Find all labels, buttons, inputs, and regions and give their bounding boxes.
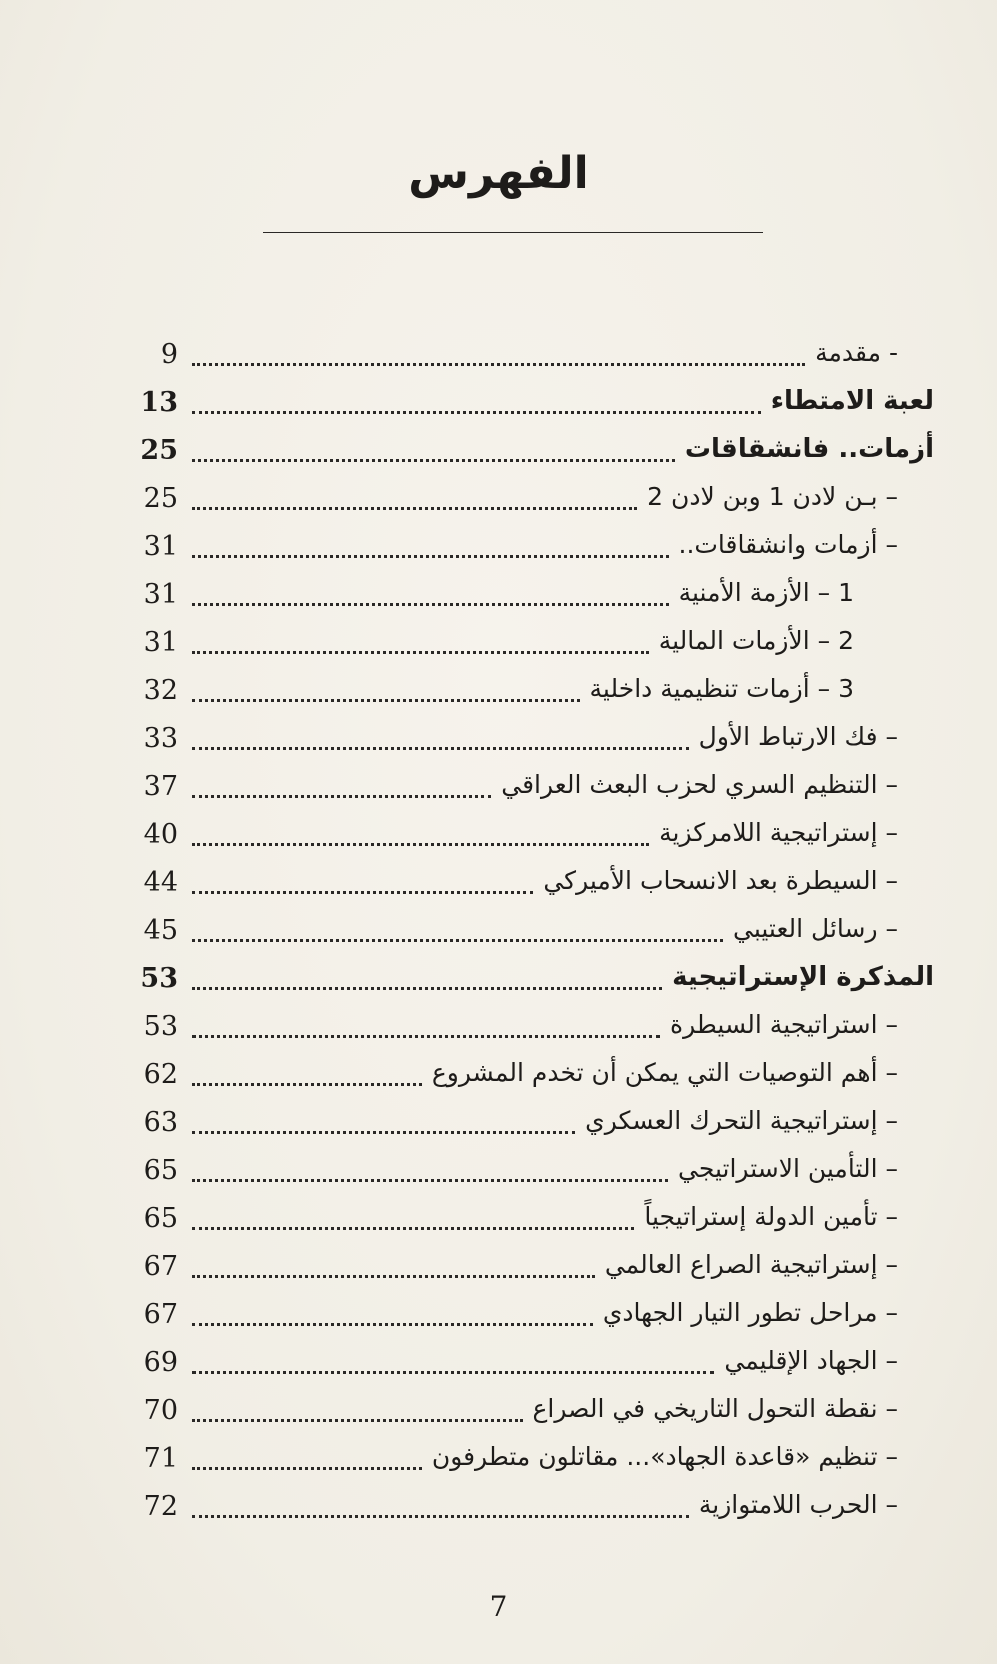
dot-leader — [192, 573, 669, 606]
toc-entry — [122, 1149, 934, 1197]
dot-leader — [192, 621, 649, 654]
toc-page-number: 44 — [143, 867, 178, 898]
toc-section-title: – تنظيم «قاعدة الجهاد»... مقاتلون متطرفون — [431, 1442, 898, 1471]
toc-section-title: – الحرب اللامتوازية — [698, 1490, 898, 1519]
toc-entry — [122, 333, 934, 381]
toc-page-number: 31 — [143, 531, 178, 562]
dot-leader — [192, 861, 533, 894]
toc-section-title: 1 – الأزمة الأمنية — [678, 578, 854, 607]
dot-leader — [192, 1245, 595, 1278]
toc-section-title: 2 – الأزمات المالية — [658, 626, 854, 655]
dot-leader — [192, 1341, 714, 1374]
toc-leader — [192, 1245, 898, 1293]
toc-section-title: – نقطة التحول التاريخي في الصراع — [532, 1394, 898, 1423]
toc-page-number: 37 — [143, 771, 178, 802]
dot-leader — [192, 1293, 593, 1326]
toc-entry — [122, 909, 934, 957]
toc-leader — [192, 669, 854, 717]
toc-page-number: 25 — [140, 435, 178, 466]
toc-entry — [122, 381, 934, 429]
toc-leader — [192, 957, 934, 1005]
toc-page-number: 71 — [143, 1443, 178, 1474]
dot-leader — [192, 477, 637, 510]
toc-entry — [122, 477, 934, 525]
toc-leader — [192, 813, 898, 861]
toc-entry — [122, 573, 934, 621]
toc-entry — [122, 861, 934, 909]
toc-entry — [122, 1485, 934, 1533]
toc-leader — [192, 1389, 898, 1437]
toc-entry — [122, 1101, 934, 1149]
toc-page-number: 53 — [143, 1011, 178, 1042]
toc-section-title: – أزمات وانشقاقات.. — [678, 530, 898, 559]
toc-chapter-title: لعبة الامتطاء — [770, 386, 934, 416]
toc-section-title: – مراحل تطور التيار الجهادي — [602, 1298, 898, 1327]
dot-leader — [192, 1437, 422, 1470]
dot-leader — [192, 333, 805, 366]
toc-section-title: – أهم التوصيات التي يمكن أن تخدم المشروع — [431, 1058, 898, 1087]
toc-page-number: 9 — [160, 339, 178, 370]
toc-section-title: – السيطرة بعد الانسحاب الأميركي — [543, 866, 898, 895]
toc-entry — [122, 621, 934, 669]
toc-leader — [192, 1053, 898, 1101]
toc-entry — [122, 525, 934, 573]
toc-page-number: 31 — [143, 627, 178, 658]
toc-page-number: 32 — [143, 675, 178, 706]
toc-section-title: 3 – أزمات تنظيمية داخلية — [589, 674, 854, 703]
dot-leader — [192, 1197, 634, 1230]
toc-page-number: 72 — [143, 1491, 178, 1522]
toc-leader — [192, 621, 854, 669]
toc-entry — [122, 1389, 934, 1437]
dot-leader — [192, 1053, 422, 1086]
toc-page-number: 31 — [143, 579, 178, 610]
toc-leader — [192, 717, 898, 765]
toc-leader — [192, 1485, 898, 1533]
toc-entry — [122, 1293, 934, 1341]
toc-leader — [192, 333, 898, 381]
dot-leader — [192, 909, 723, 942]
toc-page-number: 67 — [143, 1251, 178, 1282]
page-title: الفهرس — [408, 148, 589, 199]
toc-leader — [192, 1293, 898, 1341]
toc-section-title: – رسائل العتيبي — [732, 914, 898, 943]
toc-page-number: 65 — [143, 1155, 178, 1186]
toc-page-number: 40 — [143, 819, 178, 850]
toc-entry — [122, 1437, 934, 1485]
dot-leader — [192, 669, 580, 702]
table-of-contents — [122, 333, 934, 1533]
toc-page-number: 53 — [140, 963, 178, 994]
toc-section-title: – الجهاد الإقليمي — [724, 1346, 898, 1375]
toc-leader — [192, 765, 898, 813]
toc-leader — [192, 1341, 898, 1389]
dot-leader — [192, 717, 689, 750]
toc-leader — [192, 1101, 898, 1149]
toc-leader — [192, 381, 934, 429]
dot-leader — [192, 1149, 668, 1182]
toc-page-number: 70 — [143, 1395, 178, 1426]
toc-entry — [122, 1005, 934, 1053]
toc-entry — [122, 1341, 934, 1389]
toc-page-number: 13 — [140, 387, 178, 418]
page-number: 7 — [489, 1590, 508, 1623]
dot-leader — [192, 957, 662, 990]
toc-leader — [192, 1149, 898, 1197]
toc-page-number: 67 — [143, 1299, 178, 1330]
title-underline — [263, 232, 763, 233]
toc-chapter-title: أزمات.. فانشقاقات — [684, 434, 934, 464]
toc-leader — [192, 477, 898, 525]
toc-page-number: 69 — [143, 1347, 178, 1378]
toc-section-title: – إستراتيجية التحرك العسكري — [585, 1106, 898, 1135]
toc-leader — [192, 573, 854, 621]
dot-leader — [192, 381, 761, 414]
dot-leader — [192, 1005, 660, 1038]
toc-section-title: – بـن لادن 1 وبن لادن 2 — [647, 482, 898, 511]
toc-page-number: 25 — [143, 483, 178, 514]
dot-leader — [192, 525, 669, 558]
dot-leader — [192, 1389, 523, 1422]
dot-leader — [192, 1485, 689, 1518]
toc-page-number: 65 — [143, 1203, 178, 1234]
toc-section-title: – استراتيجية السيطرة — [670, 1010, 898, 1039]
toc-entry — [122, 957, 934, 1005]
toc-leader — [192, 525, 898, 573]
toc-entry — [122, 1197, 934, 1245]
toc-page-number: 63 — [143, 1107, 178, 1138]
dot-leader — [192, 765, 491, 798]
toc-section-title: – إستراتيجية اللامركزية — [659, 818, 898, 847]
dot-leader — [192, 429, 675, 462]
toc-entry — [122, 429, 934, 477]
toc-section-title: – التأمين الاستراتيجي — [678, 1154, 898, 1183]
toc-leader — [192, 861, 898, 909]
toc-entry — [122, 717, 934, 765]
toc-leader — [192, 429, 934, 477]
toc-page-number: 45 — [143, 915, 178, 946]
dot-leader — [192, 813, 649, 846]
toc-entry — [122, 669, 934, 717]
dot-leader — [192, 1101, 575, 1134]
toc-section-title: – التنظيم السري لحزب البعث العراقي — [501, 770, 898, 799]
toc-page-number: 62 — [143, 1059, 178, 1090]
toc-page-number: 33 — [143, 723, 178, 754]
toc-section-title: – فك الارتباط الأول — [698, 722, 898, 751]
toc-entry — [122, 1245, 934, 1293]
toc-section-title: – إستراتيجية الصراع العالمي — [604, 1250, 898, 1279]
toc-entry — [122, 765, 934, 813]
toc-section-title: – تأمين الدولة إستراتيجياً — [644, 1202, 898, 1231]
toc-leader — [192, 1005, 898, 1053]
toc-leader — [192, 1197, 898, 1245]
toc-section-title: - مقدمة — [815, 338, 898, 367]
toc-entry — [122, 1053, 934, 1101]
toc-entry — [122, 813, 934, 861]
toc-leader — [192, 909, 898, 957]
toc-chapter-title: المذكرة الإستراتيجية — [672, 962, 934, 992]
toc-leader — [192, 1437, 898, 1485]
